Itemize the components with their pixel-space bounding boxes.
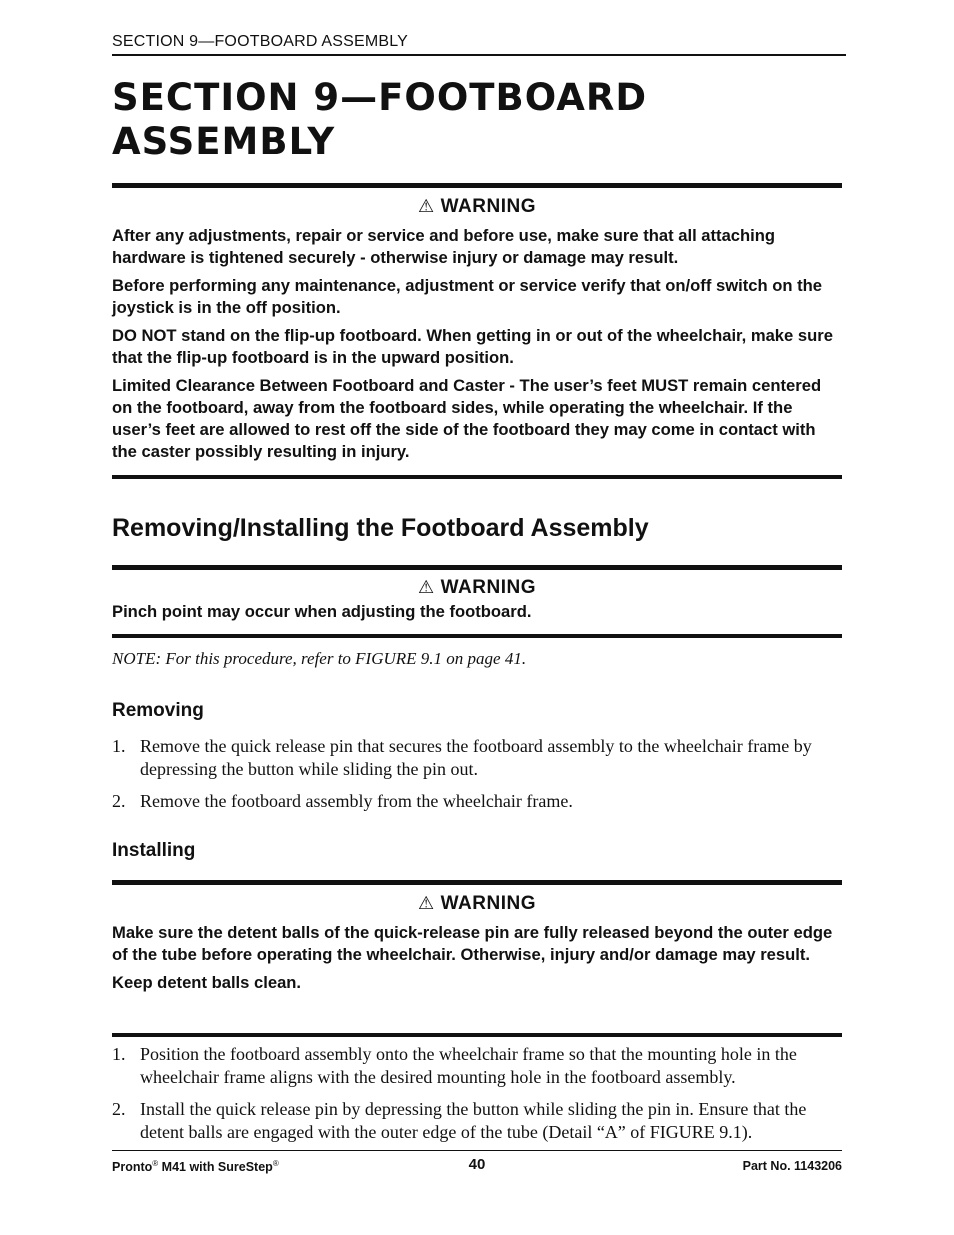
section-title (112, 76, 852, 164)
list-item (112, 735, 842, 781)
page-number: 40 (468, 1156, 486, 1173)
step-text: Remove the quick release pin that secures the footboard assembly to the wheelchair frame by depressing the button while sliding the pin out. (140, 736, 812, 779)
removing-steps (112, 735, 842, 822)
running-header: SECTION 9—FOOTBOARD ASSEMBLY (112, 33, 846, 56)
warning-text: After any adjustments, repair or service and before use, make sure that all attaching hardware is tightened securely - otherwise injury or damage may result. (112, 226, 776, 267)
warning-label: WARNING (440, 893, 536, 914)
part-number: Part No. 1143206 (742, 1159, 842, 1173)
warning-label: WARNING (440, 577, 536, 598)
list-item (112, 1098, 842, 1144)
registered-mark: ® (152, 1159, 159, 1168)
subsection-heading: Removing/Installing the Footboard Assembly (112, 514, 649, 542)
warning-box-pinch (112, 565, 842, 638)
list-item (112, 1043, 842, 1089)
warning-text: Make sure the detent balls of the quick-release pin are fully released beyond the outer edge of the tube before operating the wheelchair. Otherwise, injury and/or damage may result. (112, 923, 833, 964)
step-number: 2. (112, 1099, 126, 1119)
warning-text: Before performing any maintenance, adjustment or service verify that on/off switch on the joystick is in the off position. (112, 276, 822, 317)
warning-text: Keep detent balls clean. (112, 973, 302, 992)
step-text: Install the quick release pin by depressing the button while sliding the pin in. Ensure that the detent balls are engaged with the outer edge of the tube (Detail “A” of FIGURE 9.1). (140, 1099, 807, 1142)
warning-header (112, 577, 842, 599)
installing-steps (112, 1043, 842, 1153)
step-text: Remove the footboard assembly from the wheelchair frame. (140, 791, 573, 811)
warning-text: DO NOT stand on the flip-up footboard. When getting in or out of the wheelchair, make sure that the flip-up footboard is in the upward position. (112, 326, 833, 367)
registered-mark: ® (272, 1159, 279, 1168)
product-model: M41 with SureStep (161, 1160, 273, 1175)
warning-header (112, 196, 842, 218)
warning-triangle-icon: ⚠ (418, 893, 435, 913)
warning-box-detent (112, 880, 842, 1037)
step-number: 1. (112, 1044, 126, 1064)
procedure-note: NOTE: For this procedure, refer to FIGURE 9.1 on page 41. (112, 649, 527, 668)
list-item (112, 790, 842, 813)
warning-text: Limited Clearance Between Footboard and Caster - The user’s feet MUST remain centered on the footboard, away from the footboard sides, while operating the wheelchair. If the user’s feet are allowed to rest off the side of the footboard they may come in contact with the caster possibly resulting in injury. (112, 376, 822, 461)
warning-triangle-icon: ⚠ (418, 196, 435, 216)
removing-heading: Removing (112, 700, 204, 721)
section-title-line2: ASSEMBLY (112, 120, 336, 163)
installing-heading: Installing (112, 840, 196, 861)
step-text: Position the footboard assembly onto the wheelchair frame so that the mounting hole in the wheelchair frame aligns with the desired mounting hole in the footboard assembly. (140, 1044, 797, 1087)
page-footer (112, 1150, 842, 1175)
warning-box-general (112, 183, 842, 479)
step-number: 2. (112, 791, 126, 811)
warning-header (112, 893, 842, 915)
section-title-line1: SECTION 9—FOOTBOARD (112, 76, 648, 119)
warning-triangle-icon: ⚠ (418, 577, 435, 597)
warning-label: WARNING (440, 196, 536, 217)
warning-text: Pinch point may occur when adjusting the footboard. (112, 602, 532, 621)
product-name: Pronto (112, 1160, 153, 1175)
step-number: 1. (112, 736, 126, 756)
